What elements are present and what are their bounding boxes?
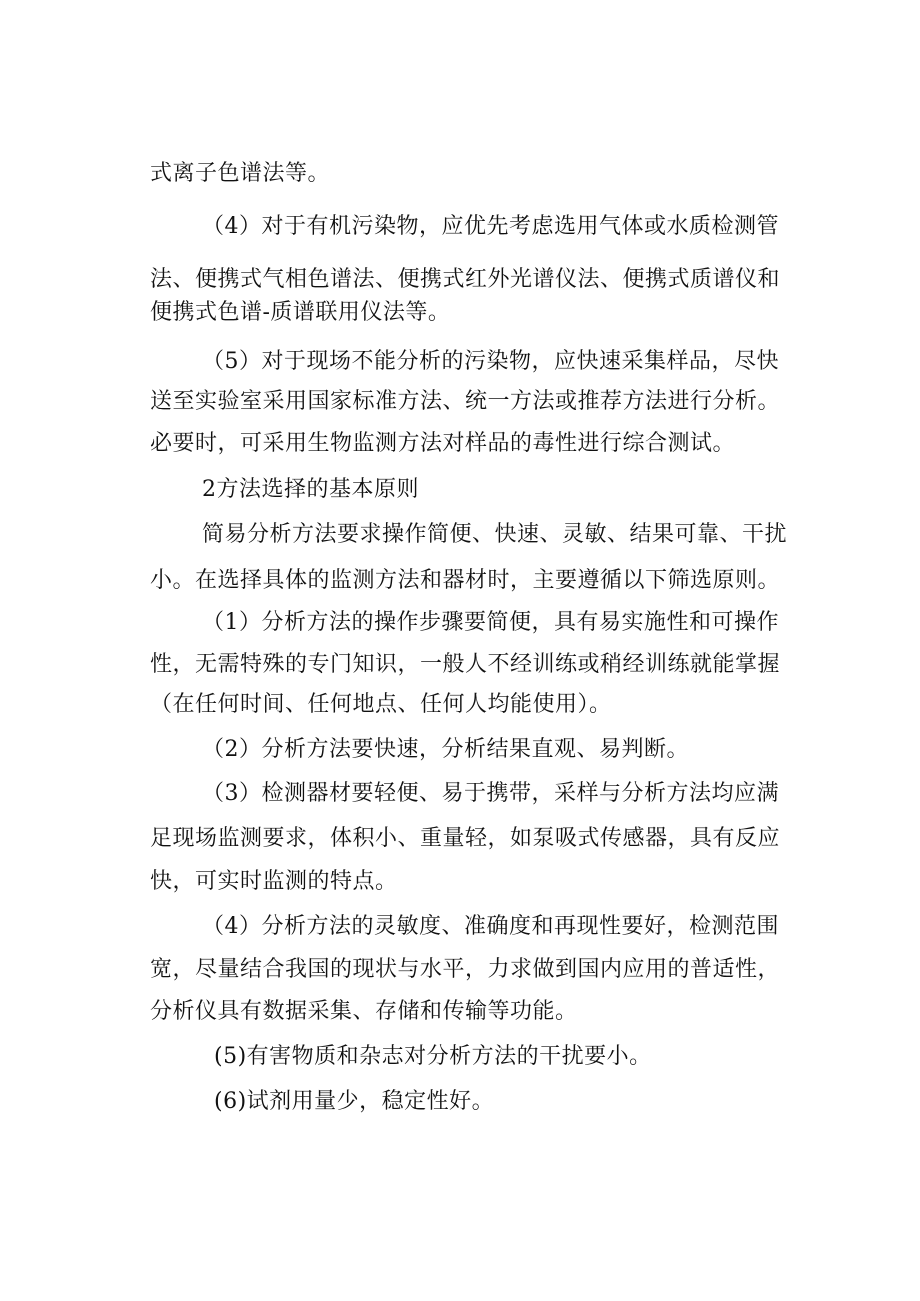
text-line: 小。在选择具体的监测方法和器材时，主要遵循以下筛选原则。 [150,568,781,593]
text-line: （3）检测器材要轻便、易于携带，采样与分析方法均应满 [202,781,779,806]
text-line: (6)试剂用量少，稳定性好。 [214,1089,495,1114]
text-line: （在任何时间、任何地点、任何人均能使用）。 [150,692,612,717]
text-line: 式离子色谱法等。 [150,161,331,186]
text-line: 简易分析方法要求操作简便、快速、灵敏、结果可靠、干扰 [202,522,788,547]
text-line: （4）对于有机污染物，应优先考虑选用气体或水质检测管 [202,214,779,239]
text-line: 送至实验室采用国家标准方法、统一方法或推荐方法进行分析。 [150,389,781,414]
text-line: 性，无需特殊的专门知识，一般人不经训练或稍经训练就能掌握 [150,652,781,677]
text-line: （4）分析方法的灵敏度、准确度和再现性要好，检测范围 [202,914,779,939]
text-line: 便携式色谱-质谱联用仪法等。 [150,300,451,325]
text-line: （1）分析方法的操作步骤要简便，具有易实施性和可操作 [202,610,779,635]
text-line: （5）对于现场不能分析的污染物，应快速采集样品，尽快 [202,349,779,374]
text-line: （2）分析方法要快速，分析结果直观、易判断。 [202,737,689,762]
text-line: 必要时，可采用生物监测方法对样品的毒性进行综合测试。 [150,431,736,456]
text-line: 分析仪具有数据采集、存储和传输等功能。 [150,999,578,1024]
text-line: 足现场监测要求，体积小、重量轻，如泵吸式传感器，具有反应 [150,826,781,851]
text-line: 法、便携式气相色谱法、便携式红外光谱仪法、便携式质谱仪和 [150,267,781,292]
text-line: 宽，尽量结合我国的现状与水平，力求做到国内应用的普适性， [150,957,781,982]
text-line: (5)有害物质和杂志对分析方法的干扰要小。 [214,1044,652,1069]
section-heading: 2方法选择的基本原则 [202,477,419,502]
text-line: 快，可实时监测的特点。 [150,869,398,894]
